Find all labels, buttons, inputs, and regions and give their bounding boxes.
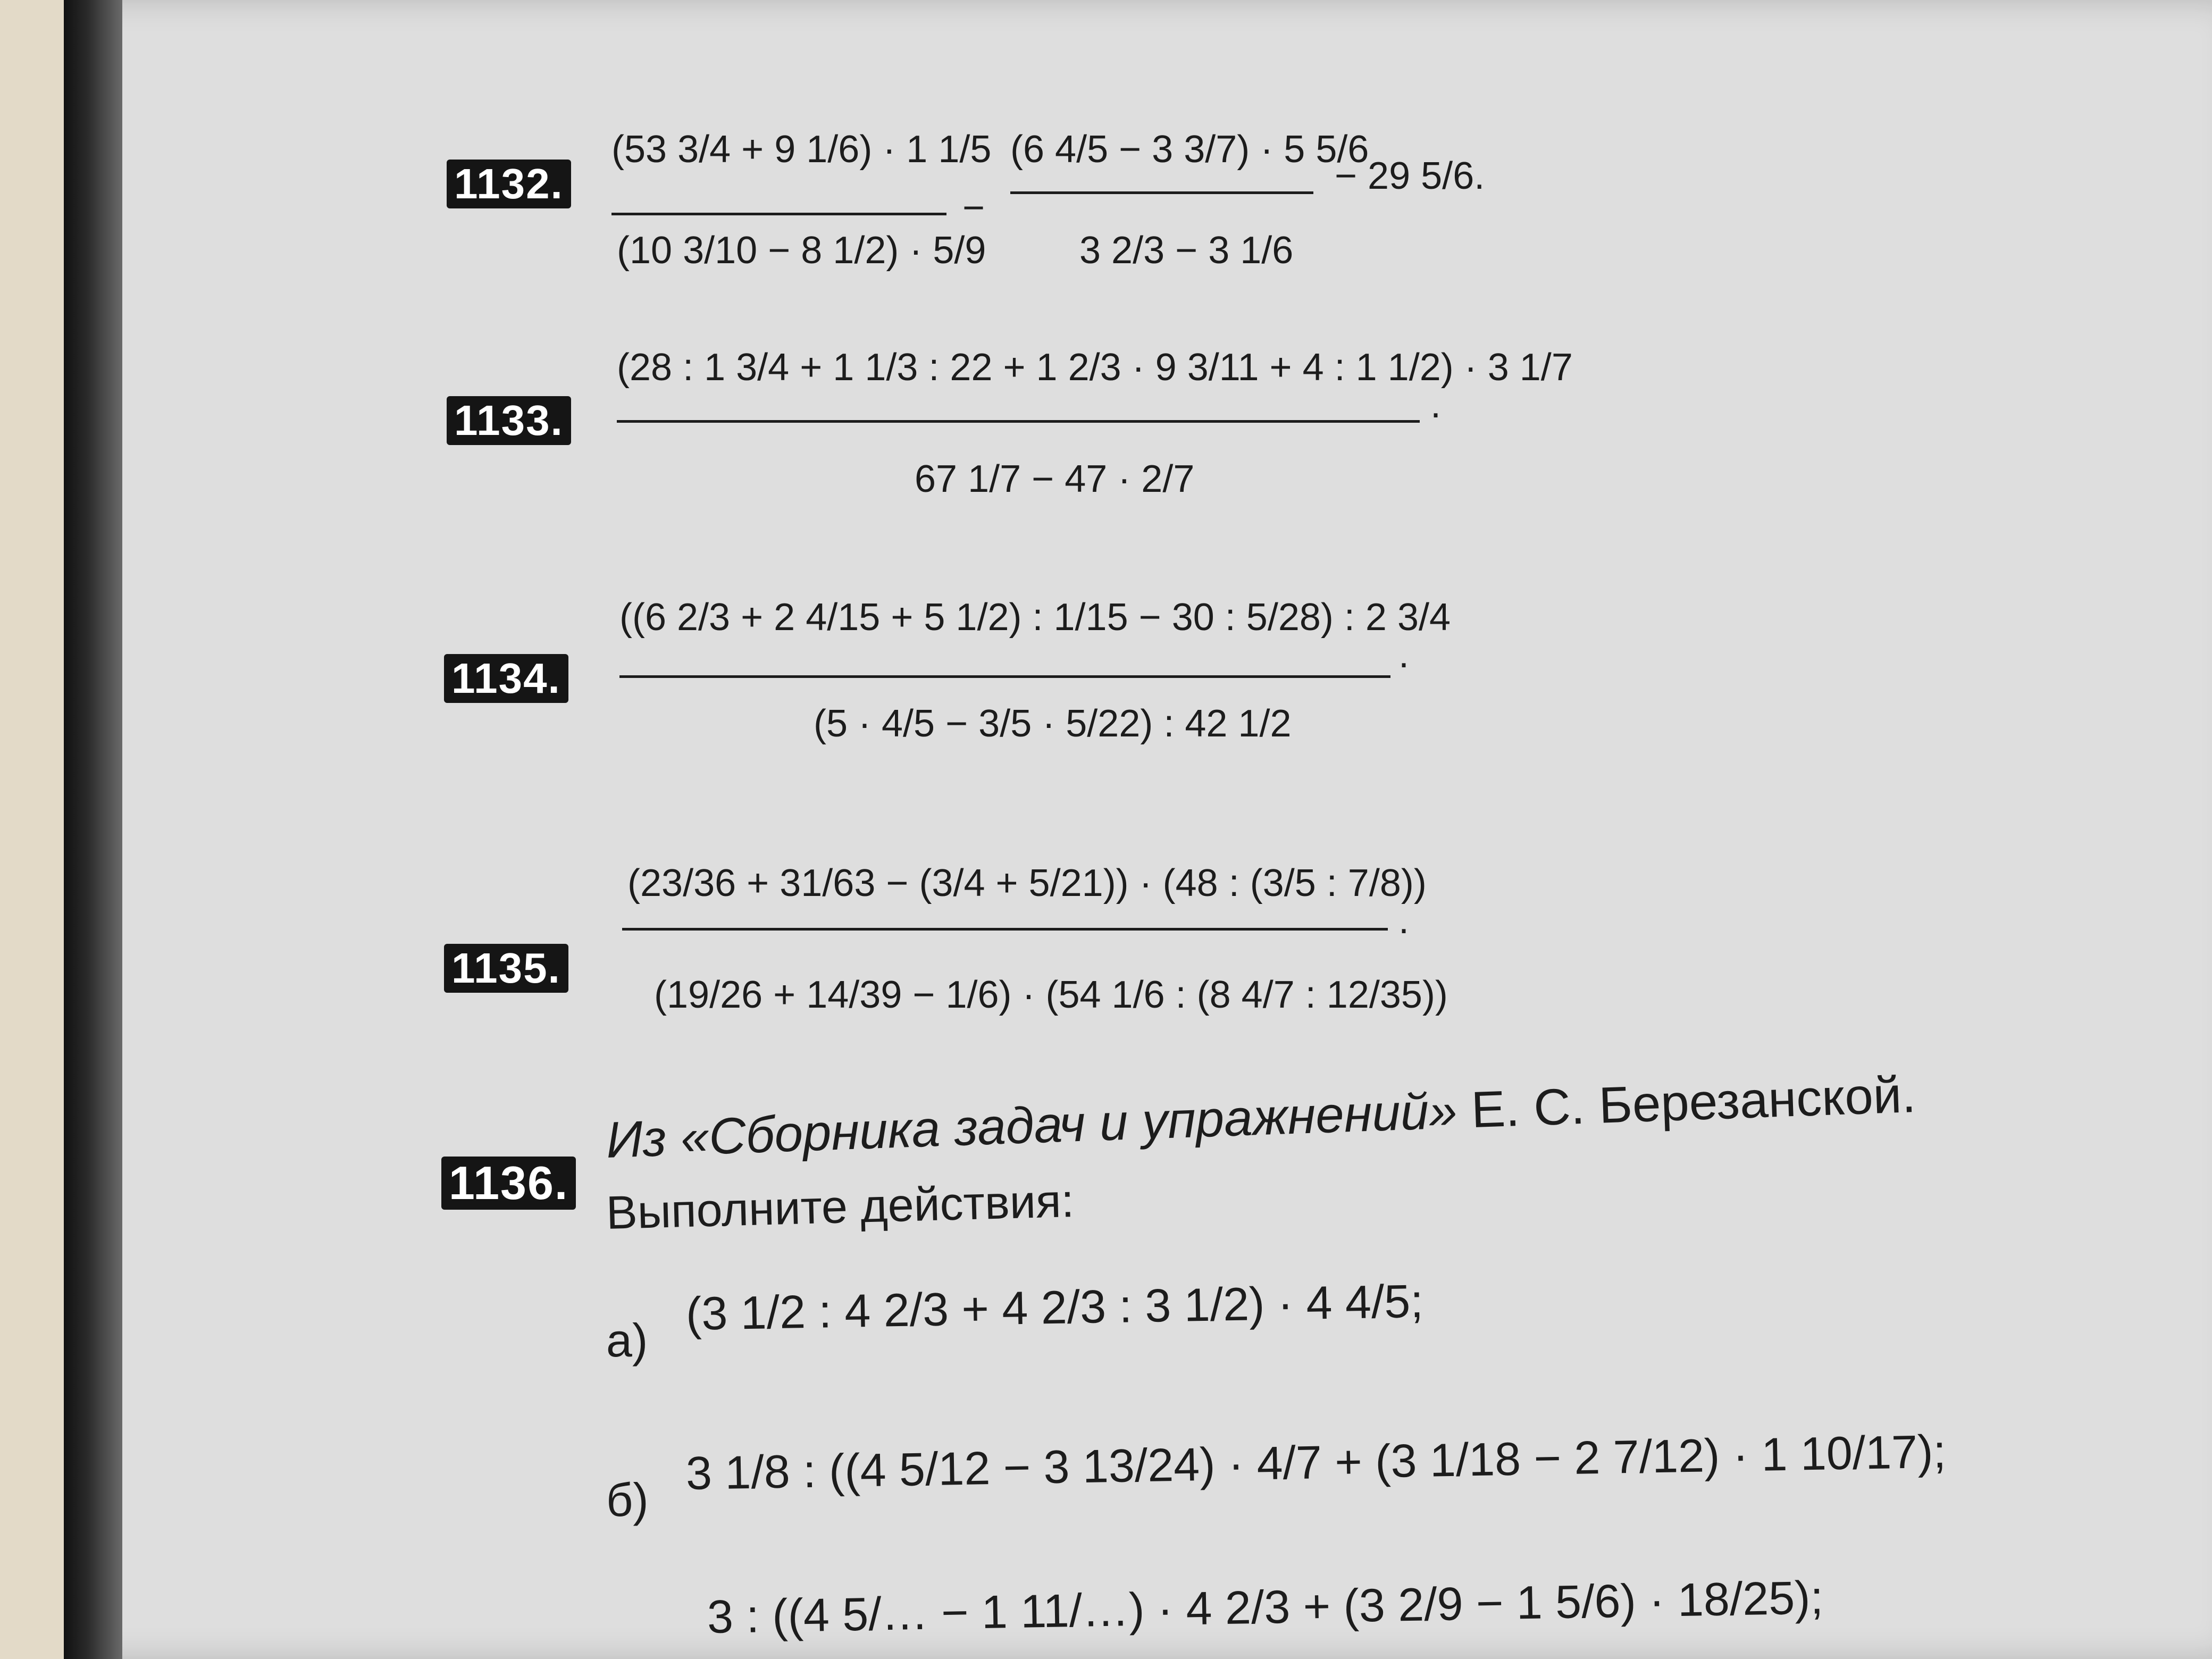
fraction-bar [619, 675, 1390, 678]
problem-number-badge: 1133. [447, 396, 571, 445]
denominator-1: (10 3/10 − 8 1/2) · 5/9 [617, 229, 986, 272]
numerator: (28 : 1 3/4 + 1 1/3 : 22 + 1 2/3 · 9 3/11 + 4 : 1 1/2) · 3 1/7 [617, 346, 1573, 389]
item-label-b: б) [606, 1473, 649, 1526]
numerator: ((6 2/3 + 2 4/15 + 5 1/2) : 1/15 − 30 : 5/28) : 2 3/4 [619, 596, 1451, 639]
fraction-bar [611, 213, 946, 215]
numerator: (23/36 + 31/63 − (3/4 + 5/21)) · (48 : (3/5 : 7/8)) [627, 862, 1427, 904]
fraction-bar [617, 420, 1420, 423]
problem-number-badge: 1134. [444, 654, 568, 703]
minus-sign: − [962, 187, 985, 229]
denominator: (5 · 4/5 − 3/5 · 5/22) : 42 1/2 [814, 702, 1292, 745]
title-source: Из «Сборника задач и упражнений» [605, 1082, 1459, 1169]
problem-number-badge: 1132. [447, 160, 571, 208]
expression-tail: − 29 5/6. [1335, 155, 1485, 197]
instruction: Выполните действия: [605, 1174, 1075, 1239]
item-expression-c: 3 : ((4 5/… − 1 11/…) · 4 2/3 + (3 2/9 − 1 5/6) · 18/25); [707, 1571, 1824, 1643]
expression-tail: . [1430, 383, 1442, 426]
item-expression-b: 3 1/8 : ((4 5/12 − 3 13/24) · 4/7 + (3 1/18 − 2 7/12) · 1 10/17); [685, 1425, 1947, 1499]
expression-tail: . [1398, 899, 1410, 942]
denominator: 67 1/7 − 47 · 2/7 [915, 458, 1195, 500]
problem-number-badge: 1136. [441, 1157, 576, 1210]
denominator-2: 3 2/3 − 3 1/6 [1079, 229, 1294, 272]
page-binding-shadow [64, 0, 122, 1659]
fraction-bar [1010, 191, 1313, 194]
fraction-bar [622, 928, 1388, 931]
numerator-2: (6 4/5 − 3 3/7) · 5 5/6 [1010, 128, 1369, 171]
title-author: Е. С. Березанской. [1470, 1066, 1917, 1139]
denominator: (19/26 + 14/39 − 1/6) · (54 1/6 : (8 4/7 : 12/35)) [654, 974, 1448, 1016]
item-label-a: а) [606, 1314, 648, 1367]
problem-number-badge: 1135. [444, 944, 568, 993]
item-expression-a: (3 1/2 : 4 2/3 + 4 2/3 : 3 1/2) · 4 4/5; [685, 1274, 1424, 1340]
expression-tail: . [1398, 633, 1410, 676]
numerator-1: (53 3/4 + 9 1/6) · 1 1/5 [611, 128, 992, 171]
